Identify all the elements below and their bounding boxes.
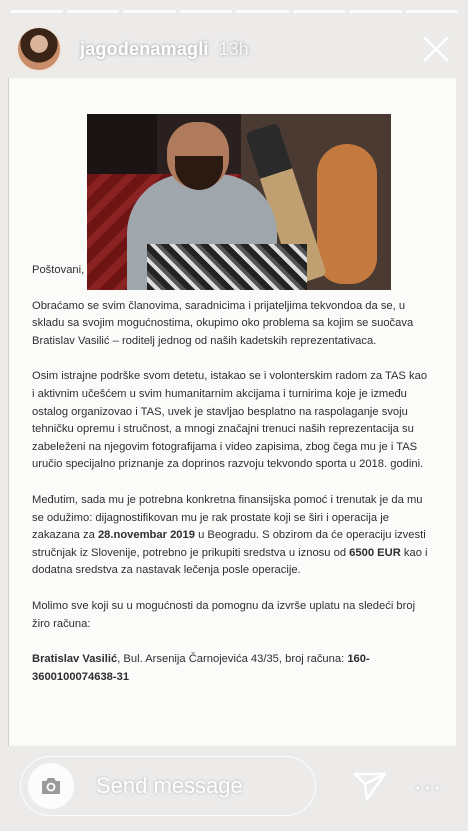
camera-button[interactable] <box>28 763 74 809</box>
letter-paragraph: Međutim, sada mu je potrebna konkretna finansijska pomoć i trenutak je da mu se odužimo: dijagnostifikovan mu je rak prostate koji se širi i operacija je zakazana za 28.novembar 2019 u Beogradu. S obzirom da će operaciju izvesti stručnjak iz Slovenije, potrebno je prikupiti sredstva u iznosu od 6500 EUR kao i dodatna sredstva za nastavak lečenja posle operacije. <box>32 493 428 577</box>
letter-paragraph: Osim istrajne podrške svom detetu, istakao se i volonterskim radom za TAS kao i aktivnim učešćem u svim humanitarnim akcijama i turnirima koje je između ostalog organizovao i TAS, uvek je stavljao besplatno na raspolaganje svoju tehničku opremu i stručnost, a mnogi značajni trenuci naših reprezentacija su zabeleženi na njegovim fotografijama i video zapisima, zbog čega mu je i TAS uručio specijalno priznanje za doprinos razvoju tekvondo sporta u 2018. godini. <box>32 370 428 471</box>
progress-segment <box>349 10 402 13</box>
account-number: 160-3600100074638-31 <box>32 653 370 683</box>
avatar[interactable] <box>16 26 62 72</box>
bank-details: Bratislav Vasilić, Bul. Arsenija Čarnojevića 43/35, broj računa: 160-3600100074638-31 <box>32 653 370 683</box>
story-header <box>16 24 456 74</box>
letter-paragraph: Molimo sve koji su u mogućnosti da pomognu da izvrše uplatu na sledeći broj žiro računa: <box>32 599 416 630</box>
letter-greeting: Poštovani, <box>32 264 85 276</box>
progress-segment <box>236 10 289 13</box>
message-input[interactable] <box>20 756 316 816</box>
letter-text <box>32 262 432 704</box>
message-placeholder: Send message <box>96 773 243 798</box>
operation-date: 28.novembar 2019 <box>97 529 195 542</box>
progress-segment <box>180 10 233 13</box>
progress-segment <box>293 10 346 13</box>
progress-segment <box>67 10 120 13</box>
progress-segment <box>10 10 63 13</box>
close-icon <box>422 35 450 63</box>
send-icon <box>352 768 388 804</box>
camera-icon <box>38 773 64 799</box>
send-button[interactable] <box>352 768 388 804</box>
progress-segment <box>406 10 459 13</box>
letter-paragraph: Obraćamo se svim članovima, saradnicima i prijateljima tekvondoa da se, u skladu sa svojim mogućnostima, okupimo oko problema sa kojim se suočava Bratislav Vasilić – roditelj jednog od naših kadetskih reprezentativaca. <box>32 299 414 347</box>
progress-segment <box>123 10 176 13</box>
username[interactable]: jagodenamagli <box>80 38 209 59</box>
story-progress-bar <box>10 10 458 13</box>
story-footer <box>0 752 468 831</box>
amount: 6500 EUR <box>349 546 401 559</box>
more-options-button[interactable] <box>410 772 446 800</box>
more-options-icon: ··· <box>413 771 443 801</box>
story-timestamp: 13h <box>218 38 249 59</box>
close-button[interactable] <box>422 35 450 63</box>
